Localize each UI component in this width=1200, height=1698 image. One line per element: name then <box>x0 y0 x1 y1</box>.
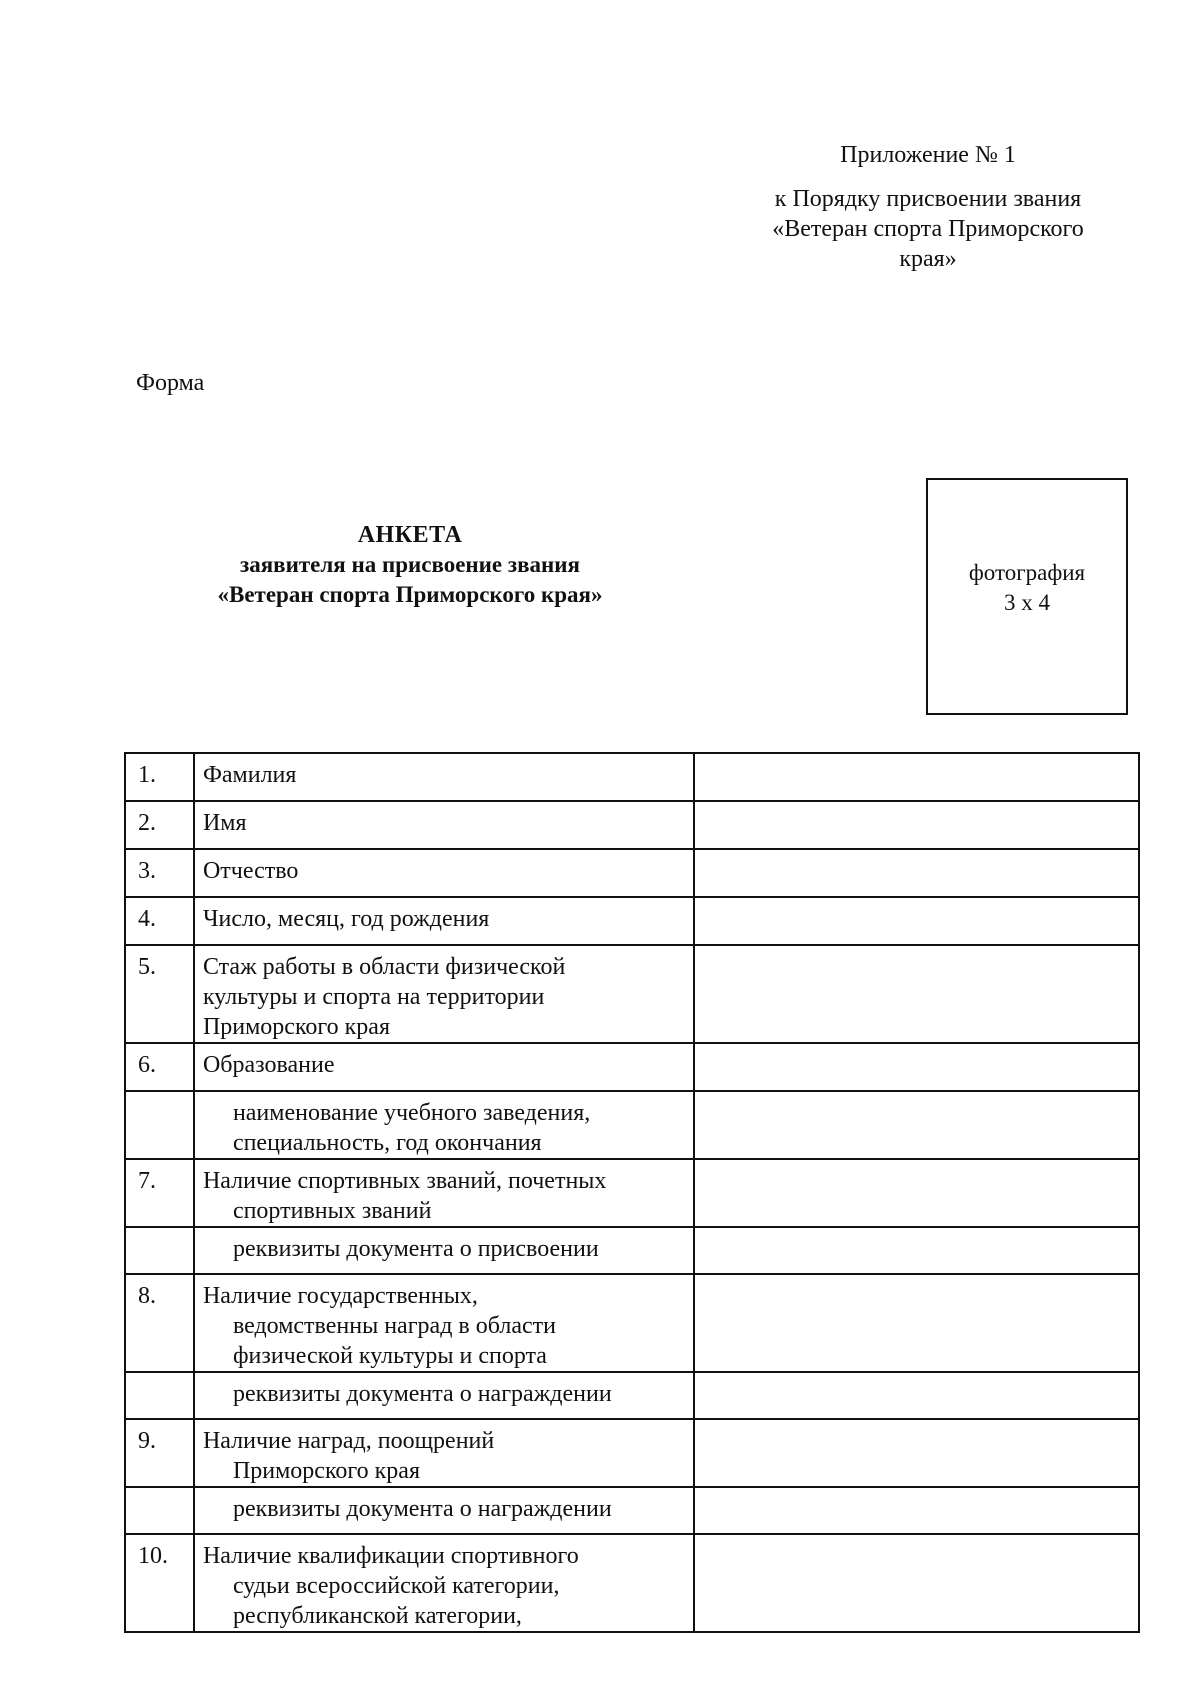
row-label-line: культуры и спорта на территории <box>202 984 545 1010</box>
row-label <box>194 1227 694 1274</box>
table-row <box>125 1274 1139 1372</box>
answer-field[interactable] <box>694 1487 1139 1534</box>
row-label <box>194 1372 694 1419</box>
row-label-line: Приморского края <box>232 1458 420 1484</box>
row-label-line: Наличие спортивных званий, почетных <box>202 1168 607 1194</box>
answer-field[interactable] <box>694 1419 1139 1487</box>
row-number: 10. <box>125 1534 194 1632</box>
heading-title: АНКЕТА <box>357 522 463 548</box>
answer-field[interactable] <box>694 1091 1139 1159</box>
row-label-line: Наличие квалификации спортивного <box>202 1543 579 1569</box>
row-number: 5. <box>125 945 194 1043</box>
row-label-line: спортивных званий <box>232 1198 432 1224</box>
table-row <box>125 945 1139 1043</box>
row-label <box>194 801 694 849</box>
annex-title: Приложение № 1 <box>840 142 1016 168</box>
annex-line: края» <box>899 246 957 272</box>
row-label-line: Наличие государственных, <box>202 1283 478 1309</box>
row-label-line: Наличие наград, поощрений <box>202 1428 495 1454</box>
row-number: 2. <box>125 801 194 849</box>
row-label-line: Образование <box>202 1052 335 1078</box>
photo-placeholder <box>926 478 1128 715</box>
row-number: 7. <box>125 1159 194 1227</box>
row-label-line: республиканской категории, <box>232 1603 522 1629</box>
photo-size: 3 х 4 <box>1004 590 1050 615</box>
table-row <box>125 897 1139 945</box>
row-number <box>125 1227 194 1274</box>
heading-subtitle: заявителя на присвоение звания <box>239 552 580 577</box>
photo-label: фотография <box>968 560 1086 585</box>
row-label <box>194 1159 694 1227</box>
row-label <box>194 1487 694 1534</box>
row-label-line: Приморского края <box>202 1014 390 1040</box>
table-row <box>125 753 1139 801</box>
row-label <box>194 1091 694 1159</box>
table-row <box>125 1534 1139 1632</box>
answer-field[interactable] <box>694 753 1139 801</box>
row-number: 3. <box>125 849 194 897</box>
table-row <box>125 801 1139 849</box>
answer-field[interactable] <box>694 1274 1139 1372</box>
answer-field[interactable] <box>694 1372 1139 1419</box>
answer-field[interactable] <box>694 849 1139 897</box>
row-label-line: Стаж работы в области физической <box>202 954 566 980</box>
answer-field[interactable] <box>694 1534 1139 1632</box>
answer-field[interactable] <box>694 945 1139 1043</box>
row-number <box>125 1487 194 1534</box>
row-label <box>194 945 694 1043</box>
row-label-line: физической культуры и спорта <box>232 1343 547 1369</box>
row-number: 1. <box>125 753 194 801</box>
row-label-line: Фамилия <box>202 762 297 788</box>
document-heading <box>130 520 690 610</box>
row-number: 9. <box>125 1419 194 1487</box>
answer-field[interactable] <box>694 1043 1139 1091</box>
answer-field[interactable] <box>694 801 1139 849</box>
row-number: 6. <box>125 1043 194 1091</box>
row-label <box>194 1043 694 1091</box>
row-label-line: реквизиты документа о награждении <box>232 1381 612 1407</box>
row-label-line: Отчество <box>202 858 299 884</box>
annex-line: «Ветеран спорта Приморского <box>772 216 1084 242</box>
row-number <box>125 1372 194 1419</box>
table-row <box>125 1419 1139 1487</box>
table-row <box>125 1227 1139 1274</box>
table-row <box>125 1487 1139 1534</box>
annex-reference <box>748 140 1108 274</box>
questionnaire-table <box>124 752 1140 1633</box>
row-number <box>125 1091 194 1159</box>
row-label-line: реквизиты документа о награждении <box>232 1496 612 1522</box>
row-number: 4. <box>125 897 194 945</box>
table-row <box>125 849 1139 897</box>
row-label <box>194 849 694 897</box>
table-row <box>125 1159 1139 1227</box>
annex-line: к Порядку присвоении звания <box>774 186 1082 212</box>
heading-subtitle: «Ветеран спорта Приморского края» <box>217 582 603 607</box>
table-row <box>125 1372 1139 1419</box>
row-label <box>194 1419 694 1487</box>
row-label-line: специальность, год окончания <box>232 1130 542 1156</box>
answer-field[interactable] <box>694 1159 1139 1227</box>
row-label <box>194 897 694 945</box>
row-label-line: ведомственны наград в области <box>232 1313 556 1339</box>
table-row <box>125 1091 1139 1159</box>
row-label-line: судьи всероссийской категории, <box>232 1573 560 1599</box>
table-row <box>125 1043 1139 1091</box>
row-label-line: наименование учебного заведения, <box>232 1100 591 1126</box>
row-label-line: Имя <box>202 810 247 836</box>
answer-field[interactable] <box>694 1227 1139 1274</box>
answer-field[interactable] <box>694 897 1139 945</box>
form-label: Форма <box>136 370 205 396</box>
row-number: 8. <box>125 1274 194 1372</box>
row-label <box>194 1534 694 1632</box>
row-label <box>194 1274 694 1372</box>
row-label-line: Число, месяц, год рождения <box>202 906 490 932</box>
row-label-line: реквизиты документа о присвоении <box>232 1236 599 1262</box>
row-label <box>194 753 694 801</box>
